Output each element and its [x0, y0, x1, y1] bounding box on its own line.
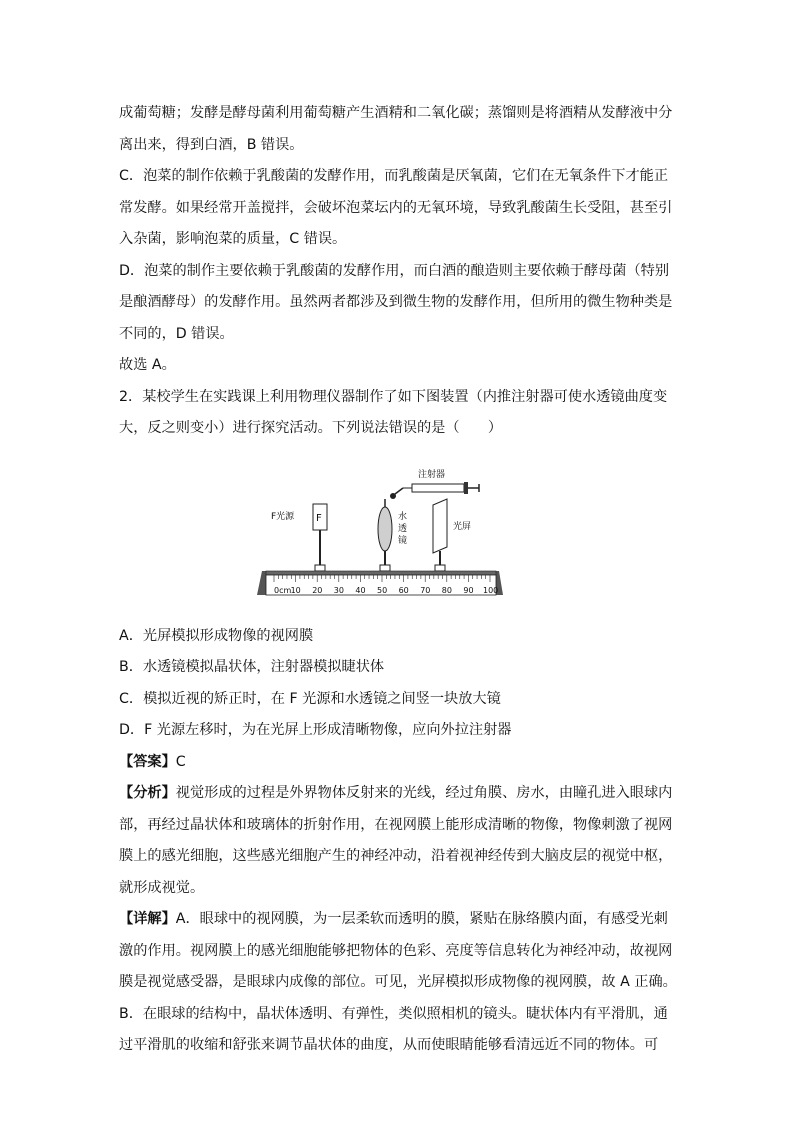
optical-bench-diagram	[257, 447, 517, 612]
ruler-tick-label: 40	[355, 585, 366, 595]
conclusion-line: 故选 A。	[119, 357, 176, 373]
analysis-tag: 【分析】	[119, 785, 176, 801]
ruler-tick-label: 90	[463, 585, 474, 595]
question-stem: 2．某校学生在实践课上利用物理仪器制作了如下图装置（内推注射器可使水透镜曲度变	[119, 388, 668, 405]
detail-line: 激的作用。视网膜上的感光细胞能够把物体的色彩、亮度等信息转化为神经冲动，故视网	[119, 942, 673, 959]
answer-value: C	[175, 753, 186, 770]
text-line: 离出来，得到白酒，B 错误。	[119, 136, 304, 153]
ruler-tick-label: 80	[441, 585, 452, 595]
f-letter-label: F	[316, 512, 322, 524]
screen-label: 光屏	[453, 521, 472, 532]
detail-line: 过平滑肌的收缩和舒张来调节晶状体的曲度，从而使眼睛能够看清远近不同的物体。可	[119, 1037, 659, 1053]
text-line: 是酿酒酵母）的发酵作用。虽然两者都涉及到微生物的发酵作用，但所用的微生物种类是	[119, 294, 673, 310]
option-a: A．光屏模拟形成物像的视网膜	[119, 627, 314, 644]
water-lens-label-2: 透	[398, 523, 408, 534]
water-lens-label-1: 水	[398, 511, 408, 522]
answer-line	[119, 747, 679, 779]
question-stem: 大，反之则变小）进行探究活动。下列说法错误的是（ ）	[119, 420, 503, 436]
syringe-drawing	[390, 482, 479, 499]
detail-line	[119, 904, 679, 936]
text-line: 常发酵。如果经常开盖搅拌，会破坏泡菜坛内的无氧环境，导致乳酸菌生长受阻，甚至引	[119, 199, 673, 216]
detail-line: 膜是视觉感受器，是眼球内成像的部位。可见，光屏模拟形成物像的视网膜，故 A 正确。	[119, 974, 677, 990]
optical-bench-figure	[119, 447, 679, 617]
light-screen	[433, 499, 447, 553]
analysis-text: 视觉形成的过程是外界物体反射来的光线，经过角膜、房水，由瞳孔进入眼球内	[175, 785, 673, 801]
ruler-tick-label: 20	[312, 585, 323, 595]
analysis-line: 部，再经过晶状体和玻璃体的折射作用，在视网膜上能形成清晰的物像，物像刺激了视网	[119, 816, 673, 833]
text-line: C．泡菜的制作依赖于乳酸菌的发酵作用，而乳酸菌是厌氧菌，它们在无氧条件下才能正	[119, 168, 669, 184]
text-line: 入杂菌，影响泡菜的质量，C 错误。	[119, 231, 347, 247]
analysis-line: 就形成视觉。	[119, 879, 205, 896]
detail-tag: 【详解】	[119, 911, 176, 927]
option-c: C．模拟近视的矫正时，在 F 光源和水透镜之间竖一块放大镜	[119, 690, 501, 707]
text-line: D．泡菜的制作主要依赖于乳酸菌的发酵作用，而白酒的酿造则主要依赖于酵母菌（特别	[119, 262, 670, 279]
syringe-label: 注射器	[418, 469, 446, 480]
ruler-tick-label: 60	[398, 585, 409, 595]
document-body	[119, 98, 679, 1062]
detail-line: B．在眼球的结构中，晶状体透明、有弹性，类似照相机的镜头。睫状体内有平滑肌，通	[119, 1005, 668, 1022]
f-source-label: F光源	[271, 511, 295, 522]
detail-text: A．眼球中的视网膜，为一层柔软而透明的膜，紧贴在脉络膜内面，有感受光刺	[175, 911, 668, 927]
option-b: B．水透镜模拟晶状体，注射器模拟睫状体	[119, 659, 385, 675]
ruler-tick-label: 100	[483, 585, 499, 595]
water-lens-label-3: 镜	[398, 535, 408, 546]
water-lens	[378, 507, 392, 551]
ruler-tick-label: 10	[290, 585, 301, 595]
answer-tag: 【答案】	[119, 753, 176, 770]
option-d: D．F 光源左移时，为在光屏上形成清晰物像，应向外拉注射器	[119, 722, 512, 738]
analysis-line: 膜上的感光细胞，这些感光细胞产生的神经冲动，沿着视神经传到大脑皮层的视觉中枢，	[119, 848, 673, 864]
text-line: 成葡萄糖；发酵是酵母菌利用葡萄糖产生酒精和二氧化碳；蒸馏则是将酒精从发酵液中分	[119, 105, 673, 121]
scale-unit-label: 0cm	[274, 585, 292, 595]
text-line: 不同的，D 错误。	[119, 325, 234, 342]
ruler-tick-label: 50	[377, 585, 388, 595]
ruler-tick-label: 30	[333, 585, 344, 595]
ruler-tick-label: 70	[420, 585, 431, 595]
analysis-line	[119, 778, 679, 810]
